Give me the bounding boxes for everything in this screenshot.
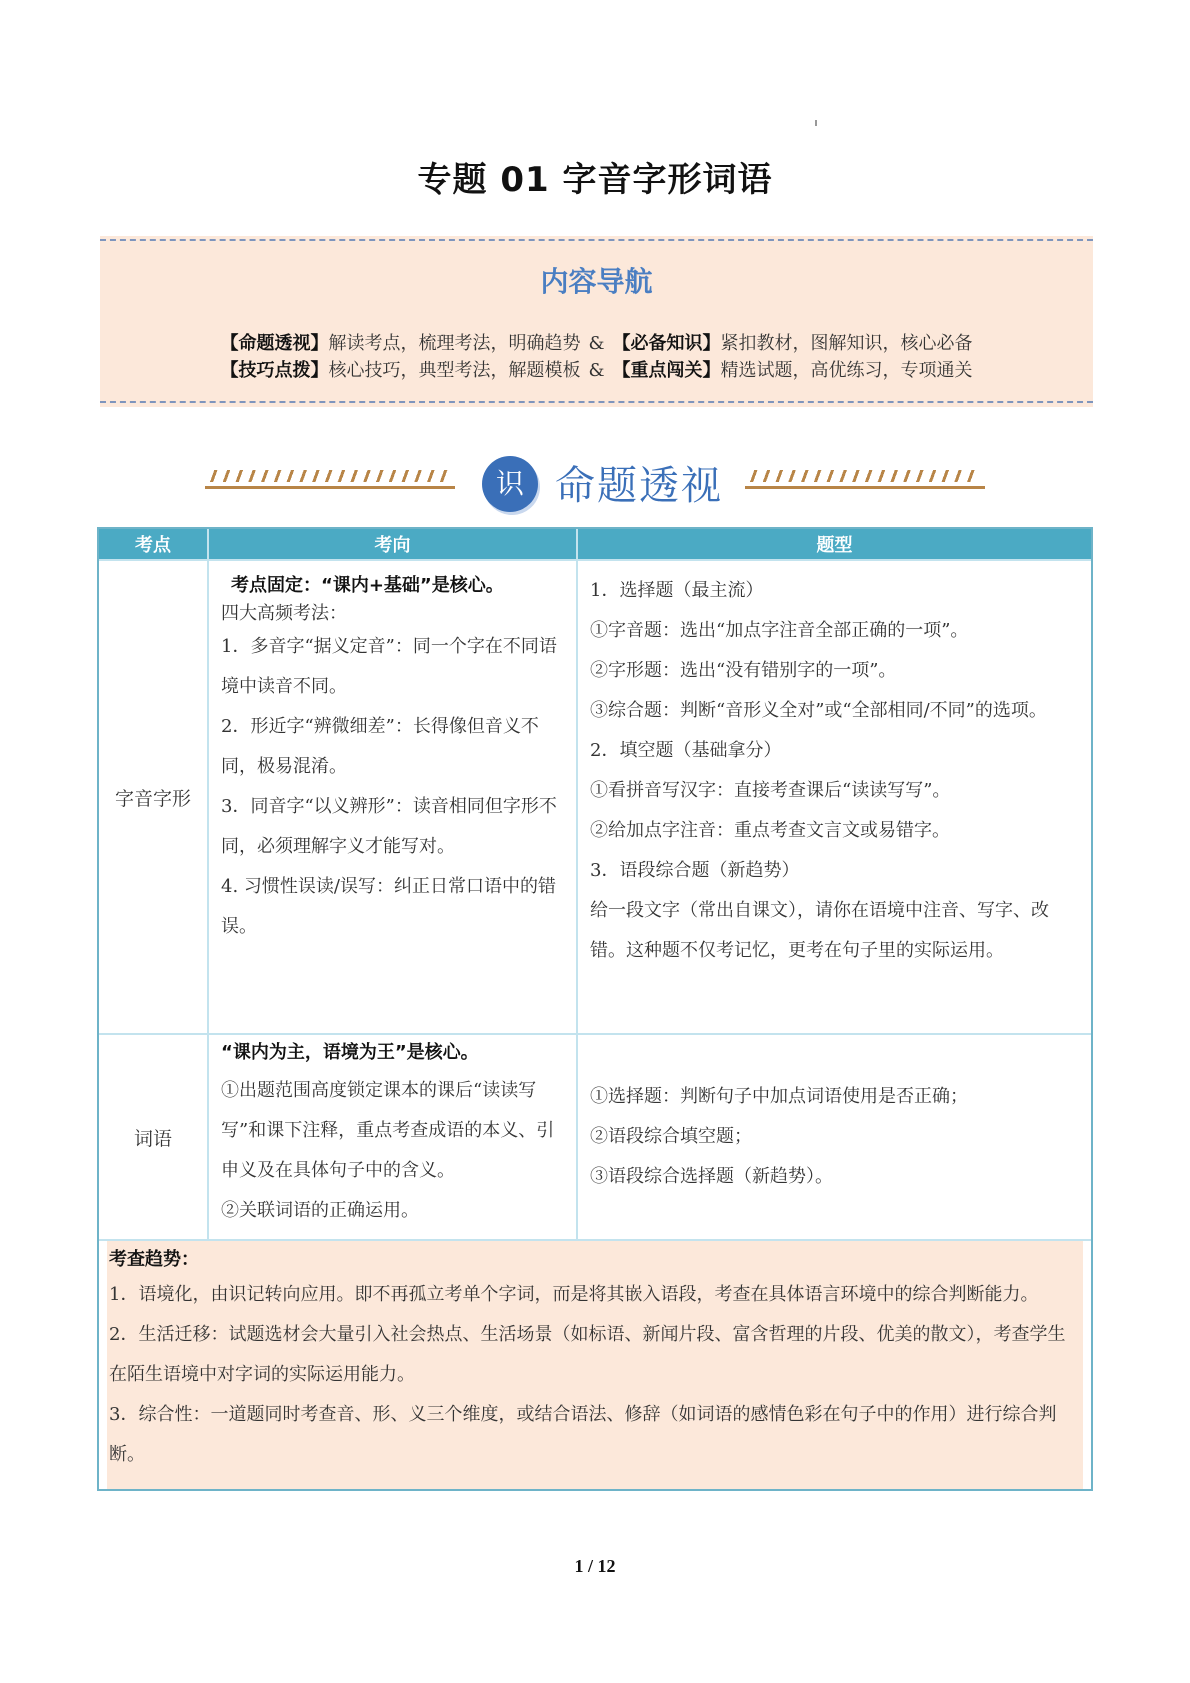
direction-sub: 四大高频考法： xyxy=(221,603,347,624)
type-item: 1．选择题（最主流） xyxy=(590,580,764,601)
nav-text: 紧扣教材，图解知识，核心必备 xyxy=(720,333,973,354)
trend-item: 2．生活迁移：试题选材会大量引入社会热点、生活场景（如标语、新闻片段、富含哲理的片段、优美的散文），考查学生在陌生语境中对字词的实际运用能力。 xyxy=(109,1324,1066,1385)
types-cell xyxy=(578,561,1091,1033)
direction-lead: “课内为主，语境为王”是核心。 xyxy=(221,1042,479,1063)
type-item: 给一段文字（常出自课文），请你在语境中注音、写字、改错。这种题不仅考记忆，更考在句子里的实际运用。 xyxy=(590,900,1049,961)
trend-item: 3．综合性：一道题同时考查音、形、义三个维度，或结合语法、修辞（如词语的感情色彩在句子中的作用）进行综合判断。 xyxy=(109,1404,1057,1465)
header-cell: 考点 xyxy=(99,529,209,559)
type-item: 3．语段综合题（新趋势） xyxy=(590,860,800,881)
page-number: 1 / 12 xyxy=(574,1556,616,1576)
trends-title: 考查趋势： xyxy=(109,1249,199,1270)
badge-circle-icon: 识 xyxy=(482,456,538,512)
direction-item: ②关联词语的正确运用。 xyxy=(221,1200,419,1221)
nav-tag: 【命题透视】 xyxy=(220,333,329,354)
types-cell xyxy=(578,1035,1091,1239)
type-item: ②给加点字注音：重点考查文言文或易错字。 xyxy=(590,820,950,841)
decorative-stripe-icon xyxy=(205,470,455,490)
trend-item: 1．语境化，由识记转向应用。即不再孤立考单个字词，而是将其嵌入语段，考查在具体语言环境中的综合判断能力。 xyxy=(109,1284,1039,1305)
nav-text: 精选试题，高优练习，专项通关 xyxy=(720,360,973,381)
type-item: ③语段综合选择题（新趋势）。 xyxy=(590,1166,833,1187)
header-cell: 题型 xyxy=(816,535,853,556)
direction-cell xyxy=(209,1035,578,1239)
nav-tag: 【重点闯关】 xyxy=(612,360,721,381)
row-label: 字音字形 xyxy=(99,561,209,1033)
content-navigation-box xyxy=(100,236,1093,407)
direction-item: 4. 习惯性误读/误写：纠正日常口语中的错误。 xyxy=(221,876,556,937)
section-title: 命题透视 xyxy=(555,463,723,509)
table-row xyxy=(99,559,1091,1033)
direction-item: 2．形近字“辨微细差”：长得像但音义不同，极易混淆。 xyxy=(221,716,539,777)
nav-tag: 【技巧点拨】 xyxy=(220,360,329,381)
decorative-stripe-icon xyxy=(745,470,985,490)
type-item: ②字形题：选出“没有错别字的一项”。 xyxy=(590,660,897,681)
type-item: ①看拼音写汉字：直接考查课后“读读写写”。 xyxy=(590,780,951,801)
direction-item: 1．多音字“据义定音”：同一个字在不同语境中读音不同。 xyxy=(221,636,557,697)
nav-amp: & xyxy=(588,333,605,354)
type-item: ②语段综合填空题； xyxy=(590,1126,752,1147)
type-item: ①字音题：选出“加点字注音全部正确的一项”。 xyxy=(590,620,969,641)
section-banner xyxy=(205,452,985,522)
direction-item: 3．同音字“以义辨形”：读音相同但字形不同，必须理解字义才能写对。 xyxy=(221,796,557,857)
exam-analysis-table xyxy=(97,527,1093,1491)
nav-amp: & xyxy=(588,360,605,381)
direction-item: ①出题范围高度锁定课本的课后“读读写写”和课下注释，重点考查成语的本义、引申义及在具体句子中的含义。 xyxy=(221,1080,555,1181)
trends-box xyxy=(107,1241,1083,1489)
trends-row xyxy=(99,1239,1091,1489)
page-title: 专题 01 字音字形词语 xyxy=(417,160,773,200)
nav-text: 核心技巧，典型考法，解题模板 xyxy=(328,360,581,381)
type-item: 2．填空题（基础拿分） xyxy=(590,740,782,761)
scan-mark xyxy=(815,120,817,126)
nav-title: 内容导航 xyxy=(540,265,653,298)
row-label: 词语 xyxy=(99,1035,209,1239)
dashed-divider xyxy=(100,401,1093,403)
direction-lead: 考点固定：“课内+基础”是核心。 xyxy=(231,575,504,596)
nav-line xyxy=(100,330,1093,357)
table-row xyxy=(99,1033,1091,1239)
dashed-divider xyxy=(100,239,1093,241)
type-item: ③综合题：判断“音形义全对”或“全部相同/不同”的选项。 xyxy=(590,700,1047,721)
direction-cell xyxy=(209,561,578,1033)
nav-lines xyxy=(100,330,1093,384)
type-item: ①选择题：判断句子中加点词语使用是否正确； xyxy=(590,1086,968,1107)
table-header xyxy=(99,529,1091,559)
header-cell: 考向 xyxy=(209,529,578,559)
nav-tag: 【必备知识】 xyxy=(612,333,721,354)
nav-text: 解读考点，梳理考法，明确趋势 xyxy=(328,333,581,354)
nav-line xyxy=(100,357,1093,384)
